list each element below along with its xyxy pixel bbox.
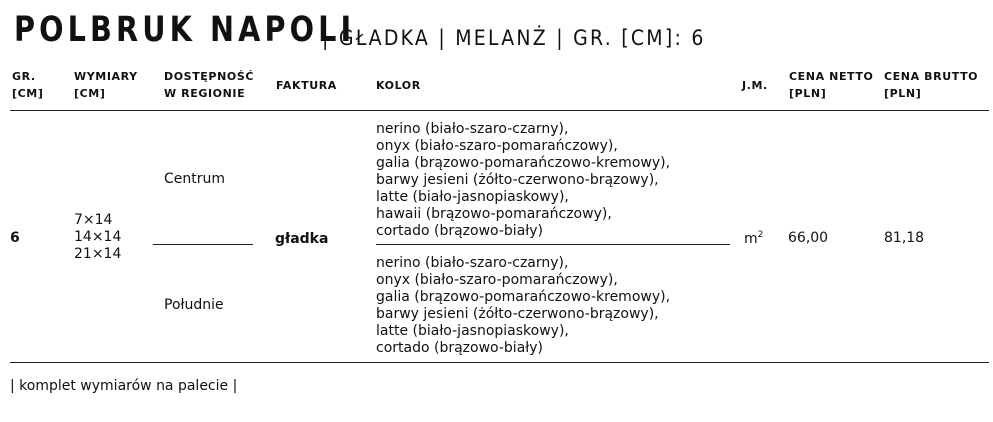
header-gr: GR. [CM] <box>12 70 44 100</box>
header-cena-netto: CENA NETTO [PLN] <box>789 70 874 100</box>
color-item: cortado (brązowo-biały) <box>376 223 543 239</box>
row-gr: 6 <box>10 230 20 246</box>
color-item: latte (biało-jasnopiaskowy), <box>376 189 569 205</box>
region-poludnie-colors <box>376 255 670 357</box>
region-divider-short <box>153 244 253 245</box>
region-centrum-colors <box>376 121 670 240</box>
header-divider <box>10 110 989 111</box>
row-jm: $m^2$ <box>744 230 764 247</box>
header-wymiary: WYMIARY [CM] <box>74 70 138 100</box>
table-bottom-divider <box>10 362 989 363</box>
color-item: latte (biało-jasnopiaskowy), <box>376 323 569 339</box>
product-title-subtitle: | GŁADKA | MELANŻ | GR. [CM]: 6 <box>322 26 706 50</box>
header-faktura: FAKTURA <box>276 79 337 92</box>
region-divider-colors <box>376 244 730 245</box>
wymiar-item: 14×14 <box>74 229 122 245</box>
header-jm: J.M. <box>742 79 768 92</box>
color-item: onyx (biało-szaro-pomarańczowy), <box>376 272 618 288</box>
wymiar-item: 7×14 <box>74 212 113 228</box>
color-item: barwy jesieni (żółto-czerwono-brązowy), <box>376 172 659 188</box>
color-item: hawaii (brązowo-pomarańczowy), <box>376 206 612 222</box>
row-wymiary <box>74 212 121 263</box>
color-item: galia (brązowo-pomarańczowo-kremowy), <box>376 289 671 305</box>
row-cena-netto: 66,00 <box>788 230 829 246</box>
header-kolor: KOLOR <box>376 79 421 92</box>
wymiar-item: 21×14 <box>74 246 122 262</box>
color-item: nerino (biało-szaro-czarny), <box>376 255 569 271</box>
color-item: onyx (biało-szaro-pomarańczowy), <box>376 138 618 154</box>
row-cena-brutto: 81,18 <box>884 230 925 246</box>
color-item: cortado (brązowo-biały) <box>376 340 543 356</box>
color-item: galia (brązowo-pomarańczowo-kremowy), <box>376 155 671 171</box>
row-faktura: gładka <box>275 231 329 247</box>
region-centrum-name: Centrum <box>164 171 226 187</box>
region-poludnie-name: Południe <box>164 297 224 313</box>
header-dostepnosc: DOSTĘPNOŚĆ W REGIONIE <box>164 70 255 100</box>
color-item: nerino (biało-szaro-czarny), <box>376 121 569 137</box>
header-cena-brutto: CENA BRUTTO [PLN] <box>884 70 979 100</box>
footer-note: | komplet wymiarów na palecie | <box>10 378 238 394</box>
product-title-main: POLBRUK NAPOLI <box>14 10 356 50</box>
color-item: barwy jesieni (żółto-czerwono-brązowy), <box>376 306 659 322</box>
